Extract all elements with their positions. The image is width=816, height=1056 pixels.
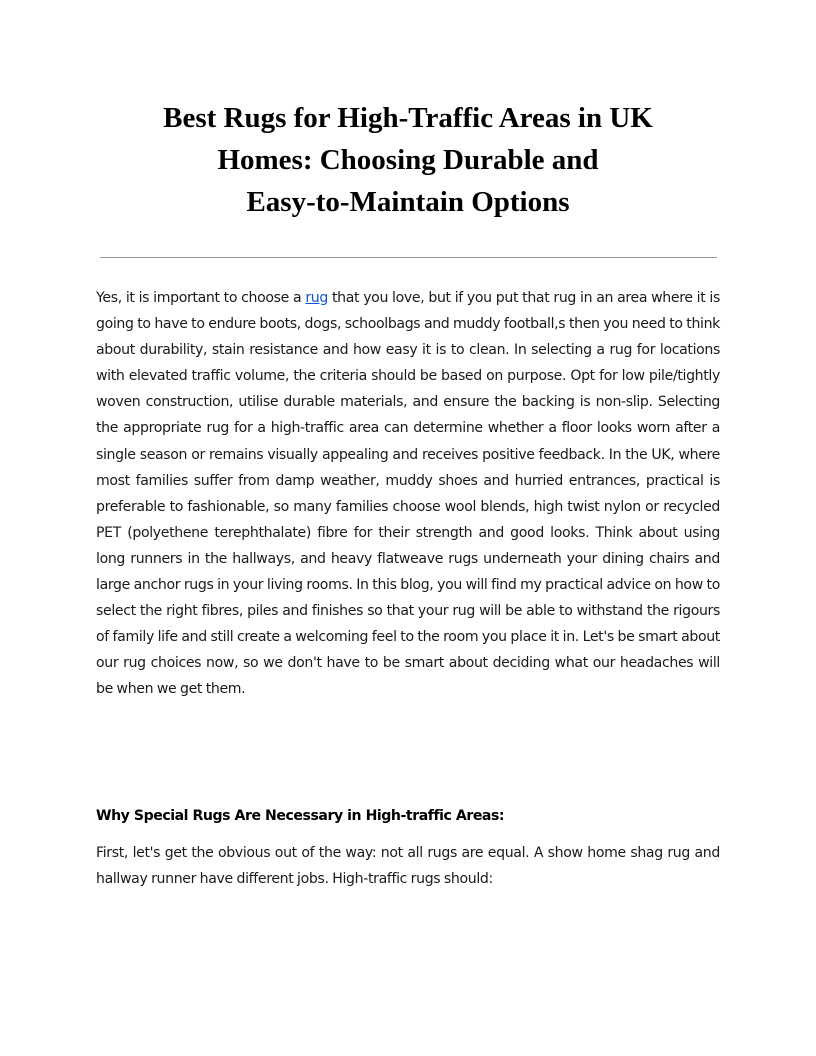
intro-text-before-link: Yes, it is important to choose a: [96, 290, 306, 306]
section-heading: Why Special Rugs Are Necessary in High-traffic Areas:: [96, 808, 505, 824]
rug-link[interactable]: rug: [305, 290, 328, 306]
title-line-2: Homes: Choosing Durable and: [217, 144, 599, 176]
section-paragraph: First, let's get the obvious out of the way: not all rugs are equal. A show home shag rug and hallway runner have different jobs. High-traffic rugs should:: [96, 845, 720, 888]
intro-text-after-link: that you love, but if you put that rug in an area where it is going to have to endure boots, dogs, schoolbags and muddy football,s then you need to think about durability, stain resistance and how easy it is to clean. In selecting a rug for locations with elevated traffic volume, the criteria should be based on purpose. Opt for low pile/tightly woven construction, utilise durable materials, and ensure the backing is non-slip. Selecting the appropriate rug for a high-traffic area can determine whether a floor looks worn after a single season or remains visually appealing and receives positive feedback. In the UK, where most families suffer from damp weather, muddy shoes and hurried entrances, practical is preferable to fashionable, so many families choose wool blends, high twist nylon or recycled PET (polyethene terephthalate) fibre for their strength and good looks. Think about using long runners in the hallways, and heavy flatweave rugs underneath your dining chairs and large anchor rugs in your living rooms. In this blog, you will find my practical advice on how to select the right fibres, piles and finishes so that your rug will be able to withstand the rigours of family life and still create a welcoming feel to the room you place it in. Let's be smart about our rug choices now, so we don't have to be smart about deciding what our headaches will be when we get them.: [96, 290, 720, 698]
title-line-3: Easy-to-Maintain Options: [246, 186, 570, 218]
title-divider: [100, 257, 717, 258]
intro-paragraph: [96, 285, 720, 703]
page-title: [100, 97, 716, 223]
title-line-1: Best Rugs for High-Traffic Areas in UK: [163, 102, 653, 134]
